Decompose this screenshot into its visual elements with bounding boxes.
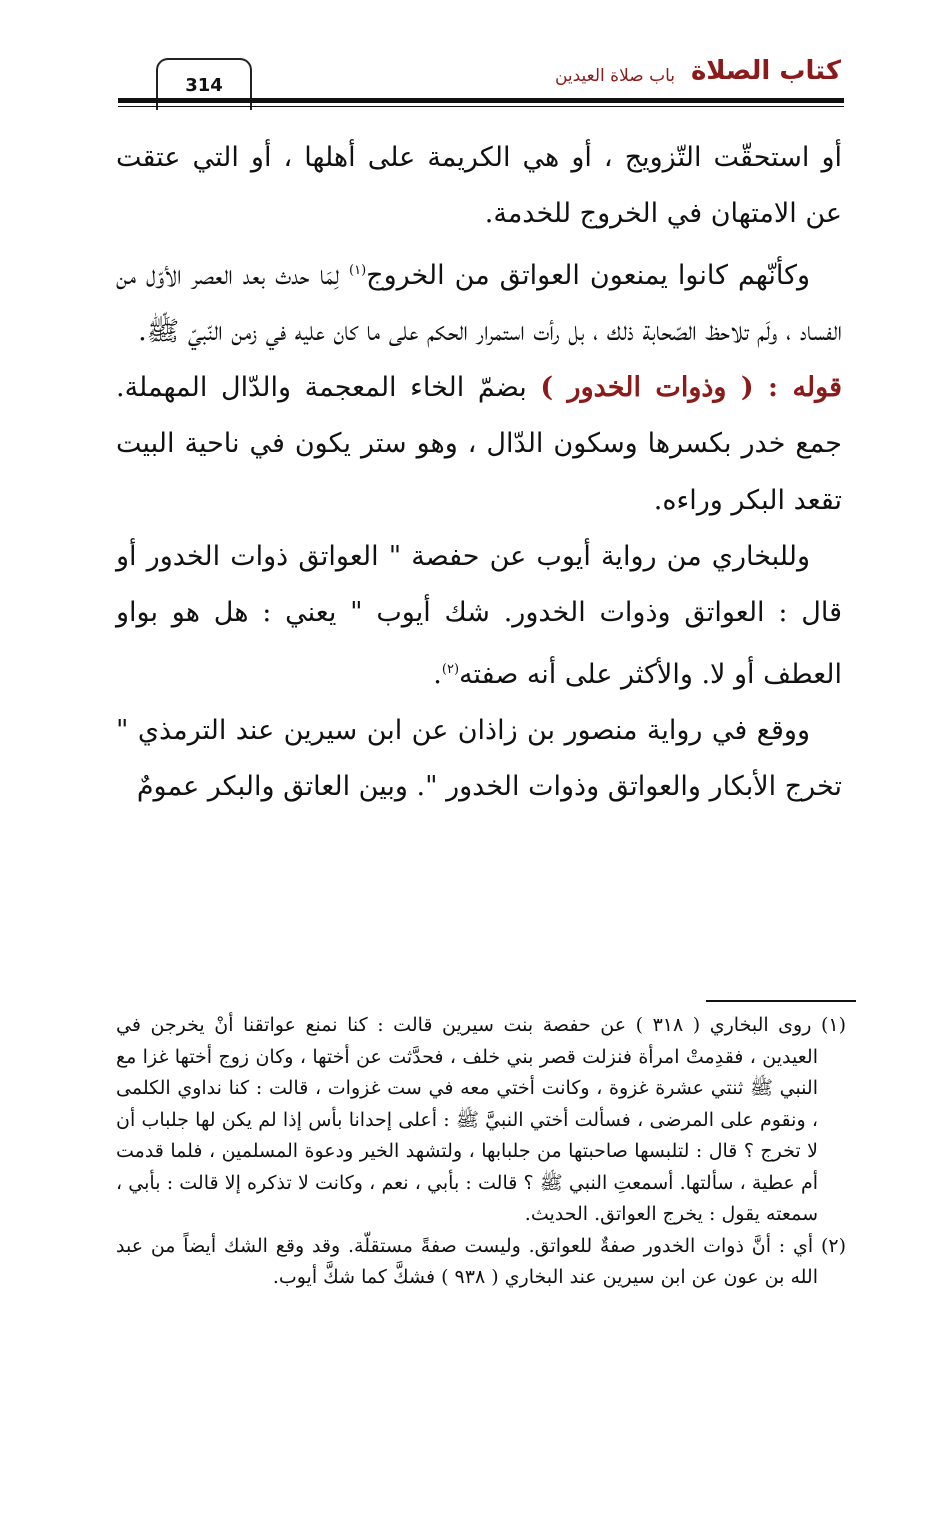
paragraph-2-text-a: وكأنّهم كانوا يمنعون العواتق من الخروج	[366, 259, 810, 291]
page-number: 314	[156, 58, 252, 110]
header-rule-thin	[118, 106, 844, 107]
paragraph-3-text: بضمّ الخاء المعجمة والدّال المهملة. جمع خدر بكسرها وسكون الدّال ، وهو ستر يكون في ناحية البيت تقعد البكر وراءه.	[116, 372, 842, 516]
paragraph-4-text-a: وللبخاري من رواية أيوب عن حفصة " العواتق ذوات الخدور أو قال : العواتق وذوات الخدور. شك أيوب " يعني : هل هو بواو العطف أو لا. والأكثر على أنه صفته	[116, 541, 842, 690]
book-title: كتاب الصلاة	[690, 56, 841, 86]
paragraph-5: ووقع في رواية منصور بن زاذان عن ابن سيرين عند الترمذي " تخرج الأبكار والعواتق وذوات الخدور ". وبين العاتق والبكر عمومٌ	[116, 714, 842, 803]
footnote-2: (٢) أي : أنَّ ذوات الخدور صفةٌ للعواتق. وليست صفةً مستقلّة. وقد وقع الشك أيضاً من عبد الله بن عون عن ابن سيرين عند البخاري ( ٩٣٨ ) فشكَّ كما شكَّ أيوب.	[116, 1234, 846, 1288]
chapter-title: باب صلاة العيدين	[554, 66, 675, 86]
paragraph-4-text-b: .	[433, 658, 442, 690]
paragraph-4	[116, 529, 842, 703]
footnote-1: (١) روى البخاري ( ٣١٨ ) عن حفصة بنت سيرين قالت : كنا نمنع عواتقنا أنْ يخرجن في العيدين ، فقدِمتْ امرأة فنزلت قصر بني خلف ، فحدَّثت عن أختها ، وكان زوج أختها غزا مع النبي ﷺ ثنتي عشرة غزوة ، وكانت أختي معه في ست غزوات ، قالت : كنا نداوي الكلمى ، ونقوم على المرضى ، فسألت أختي النبيَّ ﷺ : أعلى إحدانا بأس إذا لم يكن لها جلباب أن لا تخرج ؟ قال : لتلبسها صاحبتها من جلبابها ، ولتشهد الخير ودعوة المسلمين ، فلما قدمت أم عطية ، سألتها. أسمعتِ النبي ﷺ ؟ قالت : بأبي ، نعم ، وكانت لا تذكره إلا قالت : بأبي ، سمعته يقول : يخرج العواتق. الحديث.	[116, 1014, 847, 1225]
quote-keyword: قوله : ( وذوات الخدور )	[540, 372, 842, 404]
footnote-separator	[706, 1000, 856, 1002]
footnote-ref-2[interactable]: (٢)	[441, 661, 460, 677]
paragraph-2-text-b: لِمَا حدث بعد العصر الأوّل من الفساد ، ولَم تلاحظ الصّحابة ذلك ، بل رأت استمرار الحكم على ما كان عليه في زمن النّبيّ ﷺ.	[116, 259, 842, 347]
paragraph-2	[116, 243, 842, 361]
page-header	[0, 0, 945, 120]
paragraph-1: أو استحقّت التّزويج ، أو هي الكريمة على أهلها ، أو التي عتقت عن الامتهان في الخروج للخدمة.	[116, 142, 842, 230]
header-rule-thick	[118, 98, 844, 103]
paragraph-3	[116, 360, 842, 529]
footnotes	[116, 1010, 846, 1294]
main-text	[116, 130, 842, 816]
footnote-ref-1[interactable]: (١)	[349, 262, 367, 278]
